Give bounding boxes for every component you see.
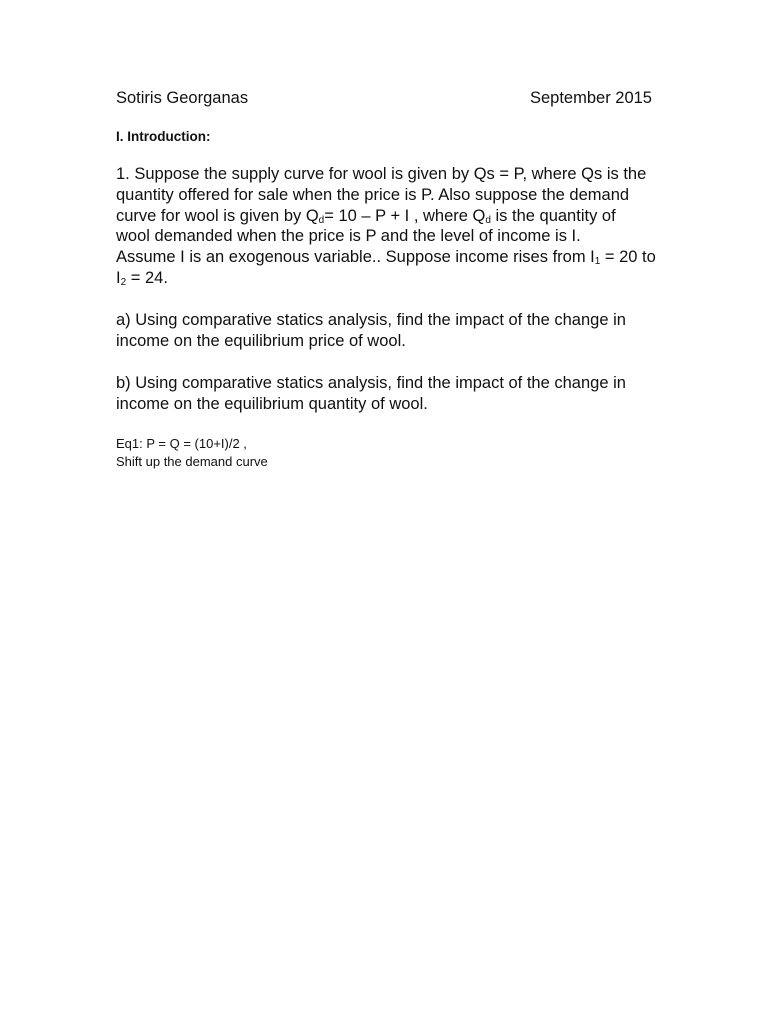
text-run: = 20 to — [600, 248, 656, 267]
part-b-paragraph — [116, 373, 656, 415]
subscript: d — [485, 214, 491, 226]
text-run: I — [116, 268, 121, 287]
author-name: Sotiris Georganas — [116, 89, 249, 107]
question-1-paragraph — [116, 164, 656, 289]
text-run: curve for wool is given by Q — [116, 206, 319, 225]
question-1-line — [116, 247, 656, 268]
subscript: 1 — [594, 256, 601, 268]
question-1-line — [116, 268, 656, 289]
subscript: d — [318, 214, 325, 226]
question-1-line: 1. Suppose the supply curve for wool is given by Qs = P, where Qs is the — [116, 165, 647, 183]
part-b-line: b) Using comparative statics analysis, find the impact of the change in — [116, 374, 626, 392]
document-date: September 2015 — [529, 89, 652, 107]
demand-shift-note: Shift up the demand curve — [116, 453, 268, 469]
text-run: = 24. — [126, 268, 168, 287]
question-1-line: wool demanded when the price is P and the level of income is I. — [116, 227, 581, 246]
text-run: is the quantity of — [490, 206, 616, 225]
answer-notes — [116, 435, 268, 470]
text-run: Assume I is an exogenous variable.. Suppose income rises from I — [116, 248, 595, 267]
part-a-line: a) Using comparative statics analysis, find the impact of the change in — [116, 311, 626, 329]
text-run: = 10 – P + I , where Q — [324, 206, 486, 225]
question-1-line: quantity offered for sale when the price is P. Also suppose the demand — [116, 185, 630, 204]
question-1-line — [116, 206, 656, 227]
part-a-line: income on the equilibrium price of wool. — [116, 331, 406, 350]
equation-note: Eq1: P = Q = (10+I)/2 , — [116, 436, 247, 451]
document-header — [116, 87, 652, 109]
section-heading: I. Introduction: — [116, 129, 211, 144]
subscript: 2 — [120, 276, 127, 288]
part-a-paragraph — [116, 310, 656, 352]
part-b-line: income on the equilibrium quantity of wool. — [116, 394, 428, 413]
